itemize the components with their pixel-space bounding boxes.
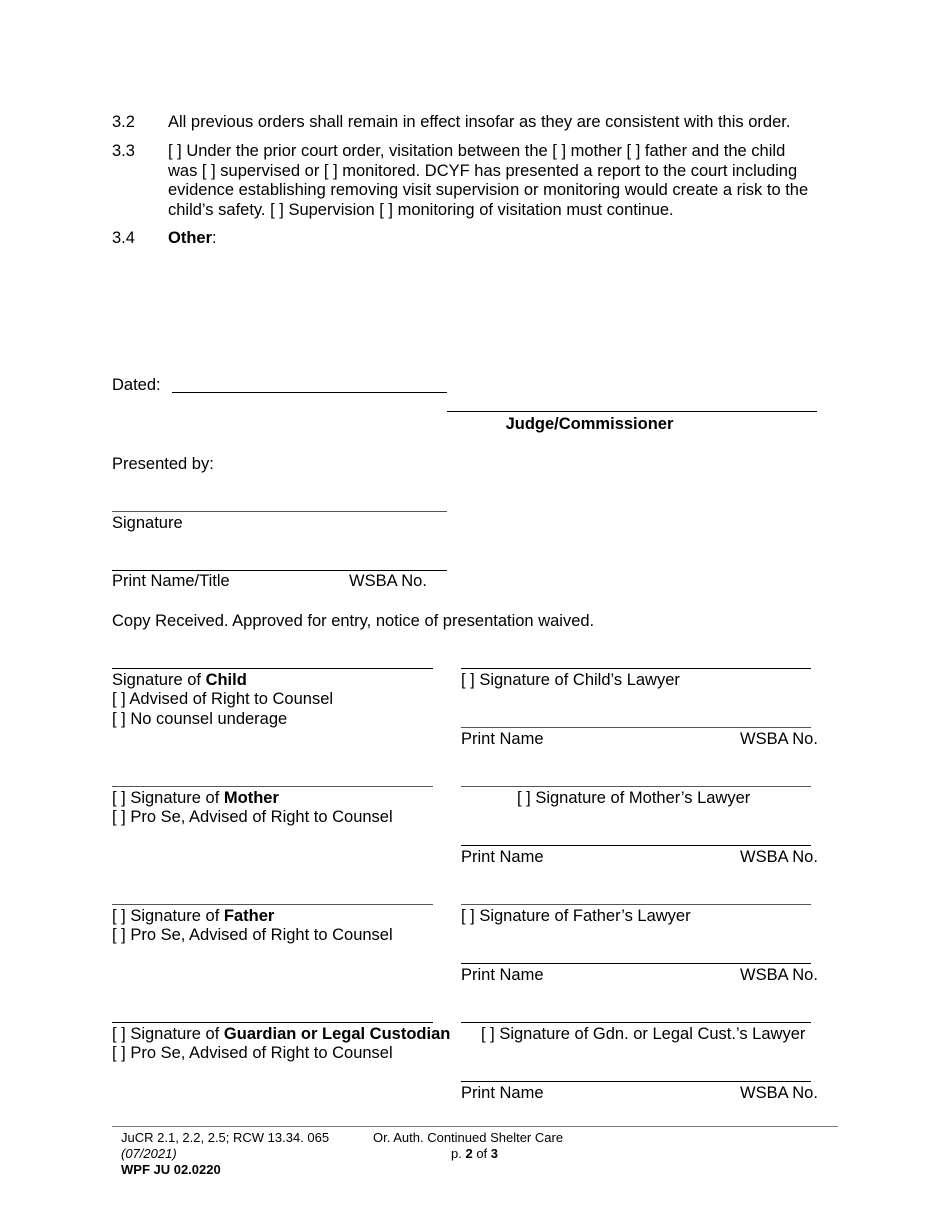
presented-by-label: Presented by:	[112, 455, 214, 473]
text-line: evidence establishing removing visit supervision or monitoring would create a risk to the	[168, 181, 809, 200]
page-current: 2	[465, 1146, 473, 1161]
dated-field[interactable]	[172, 392, 447, 393]
label-prefix: Signature of	[112, 671, 206, 689]
presenter-signature-line[interactable]	[112, 511, 447, 512]
party-name: Mother	[223, 789, 279, 807]
guardian-lawyer-label: [ ] Signature of Gdn. or Legal Cust.’s Lawyer	[481, 1025, 806, 1043]
guardian-lawyer-name-line[interactable]	[461, 1081, 811, 1082]
party-name: Child	[205, 671, 247, 689]
wsba-label: WSBA No.	[349, 572, 427, 590]
child-option-advised: [ ] Advised of Right to Counsel	[112, 690, 334, 708]
label-prefix: [ ] Signature of	[112, 907, 224, 925]
copy-received-text: Copy Received. Approved for entry, notice of presentation waived.	[112, 612, 595, 630]
item-text	[168, 142, 858, 220]
wsba-label: WSBA No.	[740, 966, 818, 984]
footer-rule-citation: JuCR 2.1, 2.2, 2.5; RCW 13.34. 065	[121, 1130, 330, 1145]
footer-title: Or. Auth. Continued Shelter Care	[373, 1130, 564, 1145]
wsba-label: WSBA No.	[740, 1084, 818, 1102]
print-name-label: Print Name	[461, 966, 544, 984]
child-option-underage: [ ] No counsel underage	[112, 710, 288, 728]
party-name: Father	[223, 907, 275, 925]
mother-lawyer-name-line[interactable]	[461, 845, 811, 846]
father-signature-label	[112, 907, 274, 926]
label-prefix: [ ] Signature of	[112, 1025, 224, 1043]
party-name: Guardian or Legal Custodian	[223, 1025, 451, 1043]
child-lawyer-signature-line[interactable]	[461, 668, 811, 669]
print-name-label: Print Name	[461, 1084, 544, 1102]
father-option-pro-se: [ ] Pro Se, Advised of Right to Counsel	[112, 926, 393, 944]
other-label: Other	[168, 229, 213, 247]
footer-form-number: WPF JU 02.0220	[121, 1162, 221, 1177]
mother-lawyer-signature-line[interactable]	[461, 786, 811, 787]
signature-label: Signature	[112, 514, 183, 532]
page-of: of	[472, 1146, 491, 1161]
mother-signature-label	[112, 789, 279, 808]
guardian-signature-label	[112, 1025, 450, 1044]
child-lawyer-name-line[interactable]	[461, 727, 811, 728]
wsba-label: WSBA No.	[740, 848, 818, 866]
mother-signature-line[interactable]	[112, 786, 433, 787]
guardian-signature-line[interactable]	[112, 1022, 433, 1023]
page-total: 3	[490, 1146, 499, 1161]
judge-label: Judge/Commissioner	[505, 415, 674, 433]
child-lawyer-label: [ ] Signature of Child’s Lawyer	[461, 671, 680, 689]
item-number: 3.2	[112, 113, 135, 131]
mother-lawyer-label: [ ] Signature of Mother’s Lawyer	[517, 789, 751, 807]
other-heading	[168, 229, 217, 248]
text-line: [ ] Under the prior court order, visitation between the [ ] mother [ ] father and the child	[168, 142, 786, 160]
wsba-label: WSBA No.	[740, 730, 818, 748]
father-signature-line[interactable]	[112, 904, 433, 905]
guardian-lawyer-signature-line[interactable]	[461, 1022, 811, 1023]
presenter-name-line[interactable]	[112, 570, 447, 571]
page-number	[451, 1146, 498, 1161]
father-lawyer-signature-line[interactable]	[461, 904, 811, 905]
child-signature-line[interactable]	[112, 668, 433, 669]
print-name-title-label: Print Name/Title	[112, 572, 230, 590]
guardian-option-pro-se: [ ] Pro Se, Advised of Right to Counsel	[112, 1044, 393, 1062]
item-number: 3.4	[112, 229, 135, 247]
item-text: All previous orders shall remain in effect insofar as they are consistent with this order.	[168, 113, 791, 131]
footer-rule	[112, 1126, 838, 1127]
dated-label: Dated:	[112, 376, 161, 394]
text-line: child’s safety. [ ] Supervision [ ] monitoring of visitation must continue.	[168, 200, 674, 219]
father-lawyer-name-line[interactable]	[461, 963, 811, 964]
other-colon: :	[212, 229, 217, 247]
child-signature-label	[112, 671, 247, 690]
father-lawyer-label: [ ] Signature of Father’s Lawyer	[461, 907, 691, 925]
print-name-label: Print Name	[461, 848, 544, 866]
text-line: was [ ] supervised or [ ] monitored. DCYF has presented a report to the court including	[168, 161, 798, 180]
item-number: 3.3	[112, 142, 135, 160]
print-name-label: Print Name	[461, 730, 544, 748]
label-prefix: [ ] Signature of	[112, 789, 224, 807]
judge-signature-line[interactable]	[447, 411, 817, 412]
mother-option-pro-se: [ ] Pro Se, Advised of Right to Counsel	[112, 808, 393, 826]
footer-date: (07/2021)	[121, 1146, 177, 1161]
page-prefix: p.	[451, 1146, 466, 1161]
